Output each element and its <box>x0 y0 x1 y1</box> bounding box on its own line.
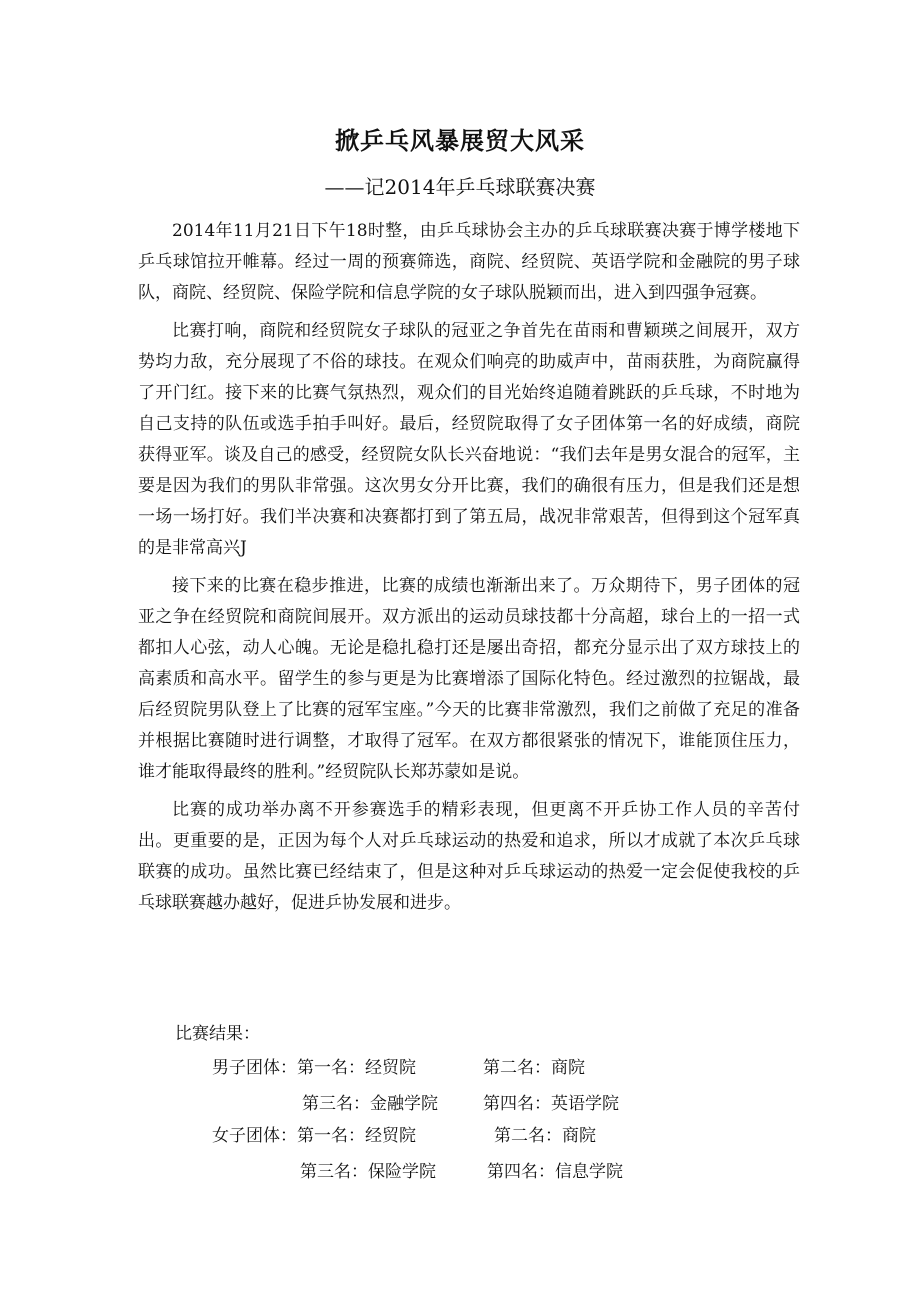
paragraph: 比赛的成功举办离不开参赛选手的精彩表现，但更离不开乒协工作人员的辛苦付出。更重要的是，正因为每个人对乒乓球运动的热爱和追求，所以才成就了本次乒乓球联赛的成功。虽然比赛已经结束了，但是这种对乒乓球运动的热爱一定会促使我校的乒乓球联赛越办越好，促进乒协发展和进步。 <box>138 800 800 913</box>
results-heading: 比赛结果： <box>175 1024 260 1044</box>
women-team-first-place: 女子团体：第一名：经贸院 <box>212 1126 416 1146</box>
men-team-first-place: 男子团体：第一名：经贸院 <box>212 1058 416 1078</box>
paragraph: 2014年11月21日下午18时整，由乒乓球协会主办的乒乓球联赛决赛于博学楼地下乒乓球馆拉开帷幕。经过一周的预赛筛选，商院、经贸院、英语学院和金融院的男子球队，商院、经贸院、保险学院和信息学院的女子球队脱颖而出，进入到四强争冠赛。 <box>138 221 800 303</box>
men-team-second-place: 第二名：商院 <box>483 1058 585 1078</box>
women-team-second-place: 第二名：商院 <box>494 1126 596 1146</box>
document-title: 掀乒乓风暴展贸大风采 <box>335 127 585 155</box>
paragraph: 比赛打响，商院和经贸院女子球队的冠亚之争首先在苗雨和曹颖瑛之间展开，双方势均力敌，充分展现了不俗的球技。在观众们响亮的助威声中，苗雨获胜，为商院赢得了开门红。接下来的比赛气氛热烈，观众们的目光始终追随着跳跃的乒乓球，不时地为自己支持的队伍或选手拍手叫好。最后，经贸院取得了女子团体第一名的好成绩，商院获得亚军。谈及自己的感受，经贸院女队长兴奋地说：“我们去年是男女混合的冠军，主要是因为我们的男队非常强。这次男女分开比赛，我们的确很有压力，但是我们还是想一场一场打好。我们半决赛和决赛都打到了第五局，战况非常艰苦，但得到这个冠军真的是非常高兴J <box>138 321 800 558</box>
paragraph: 接下来的比赛在稳步推进，比赛的成绩也渐渐出来了。万众期待下，男子团体的冠亚之争在经贸院和商院间展开。双方派出的运动员球技都十分高超，球台上的一招一式都扣人心弦，动人心魄。无论是稳扎稳打还是屡出奇招，都充分显示出了双方球技上的高素质和高水平。留学生的参与更是为比赛增添了国际化特色。经过激烈的拉锯战，最后经贸院男队登上了比赛的冠军宝座。”今天的比赛非常激烈，我们之前做了充足的准备并根据比赛随时进行调整，才取得了冠军。在双方都很紧张的情况下，谁能顶住压力，谁才能取得最终的胜利。”经贸院队长郑苏蒙如是说。 <box>138 576 800 782</box>
document-subtitle: ——记2014年乒乓球联赛决赛 <box>324 175 596 199</box>
article-body <box>138 216 800 926</box>
women-team-fourth-place: 第四名：信息学院 <box>487 1162 623 1182</box>
men-team-fourth-place: 第四名：英语学院 <box>483 1094 619 1114</box>
men-team-third-place: 第三名：金融学院 <box>302 1094 438 1114</box>
women-team-third-place: 第三名：保险学院 <box>300 1162 436 1182</box>
